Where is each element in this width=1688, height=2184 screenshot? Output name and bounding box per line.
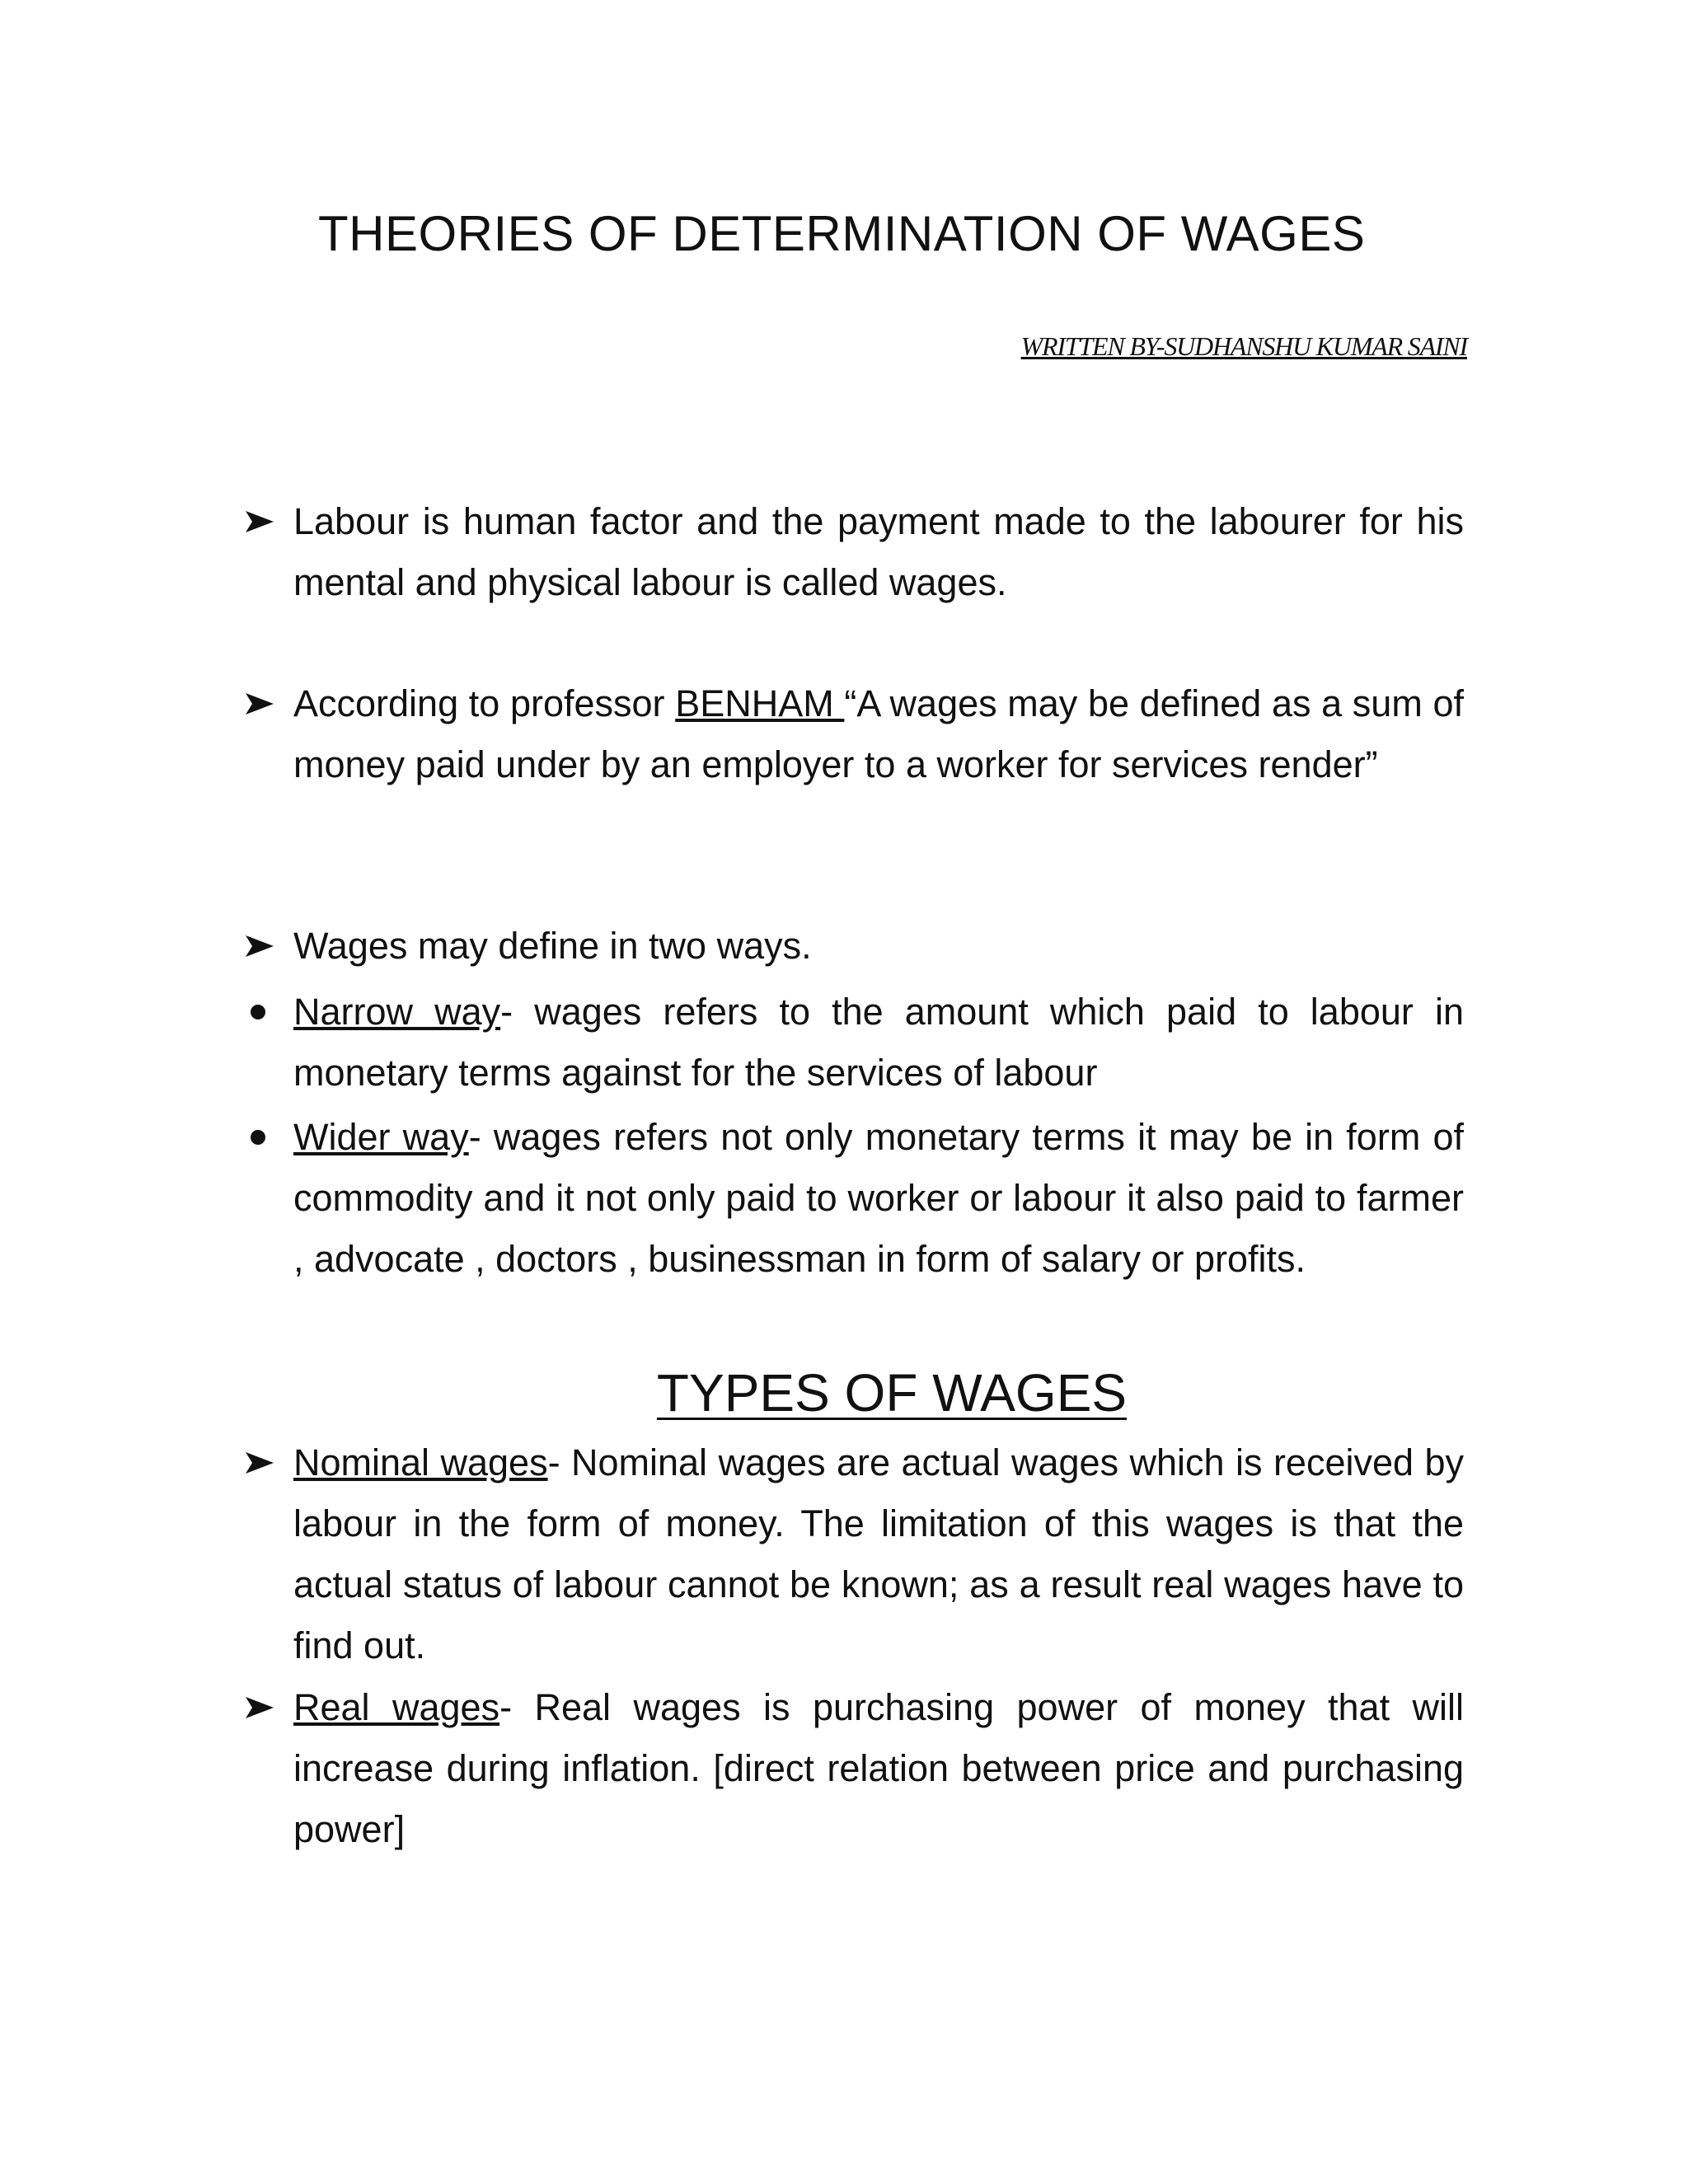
bullet-text [293,1432,1464,1676]
section-heading [0,1360,1688,1426]
bullet-text [293,1677,1464,1860]
arrow-bullet-icon [244,916,285,977]
bullet-text [293,982,1464,1104]
narrow-way-definition: - wages refers to the amount which paid to labour in monetary terms against for the services of labour [293,991,1465,1094]
bullet-item-real-wages [293,1677,1464,1860]
author-byline: WRITTEN BY-SUDHANSHU KUMAR SAINI [1020,331,1467,361]
bullet-item-narrow-way [293,982,1464,1104]
bullet-item-nominal-wages [293,1432,1464,1676]
bullet-item-wider-way [293,1107,1464,1290]
real-wages-definition: - Real wages is purchasing power of money that will increase during inflation. [direct relation between price and purchasing power] [293,1686,1464,1850]
bullet-text: Labour is human factor and the payment made to the labourer for his mental and physical labour is called wages. [293,500,1464,603]
bullet-text: Wages may define in two ways. [293,925,812,967]
real-wages-term: Real wages [293,1686,500,1728]
arrow-bullet-icon [244,673,285,734]
types-of-wages-heading: TYPES OF WAGES [656,1363,1128,1422]
narrow-way-term: Narrow way [293,991,501,1033]
bullet-text [293,673,1464,795]
arrow-bullet-icon [244,491,285,552]
bullet-item-two-ways [293,916,1464,977]
nominal-wages-term: Nominal wages [293,1441,548,1483]
page-title: THEORIES OF DETERMINATION OF WAGES [318,206,1366,261]
nominal-wages-definition: - Nominal wages are actual wages which is received by labour in the form of money. The limitation of this wages is that the actual status of labour cannot be known; as a result real wages have to find out. [293,1441,1464,1666]
dot-bullet-icon [244,982,285,1043]
arrow-bullet-icon [244,1432,285,1493]
arrow-bullet-icon [244,1677,285,1738]
dot-bullet-icon [244,1107,285,1168]
benham-quote: “A wages may be defined as a sum of money paid under by an employer to a worker for services render” [293,682,1464,785]
wider-way-term: Wider way [293,1116,469,1158]
bullet-item-benham [293,673,1464,795]
bullet-item-labour [293,491,1464,613]
bullet-text [293,1107,1464,1290]
wider-way-definition: - wages refers not only monetary terms it may be in form of commodity and it not only paid to worker or labour it also paid to farmer , advocate , doctors , businessman in form of salary or profits. [293,1116,1464,1280]
benham-term: BENHAM [675,682,845,724]
benham-intro: According to professor [293,682,676,724]
